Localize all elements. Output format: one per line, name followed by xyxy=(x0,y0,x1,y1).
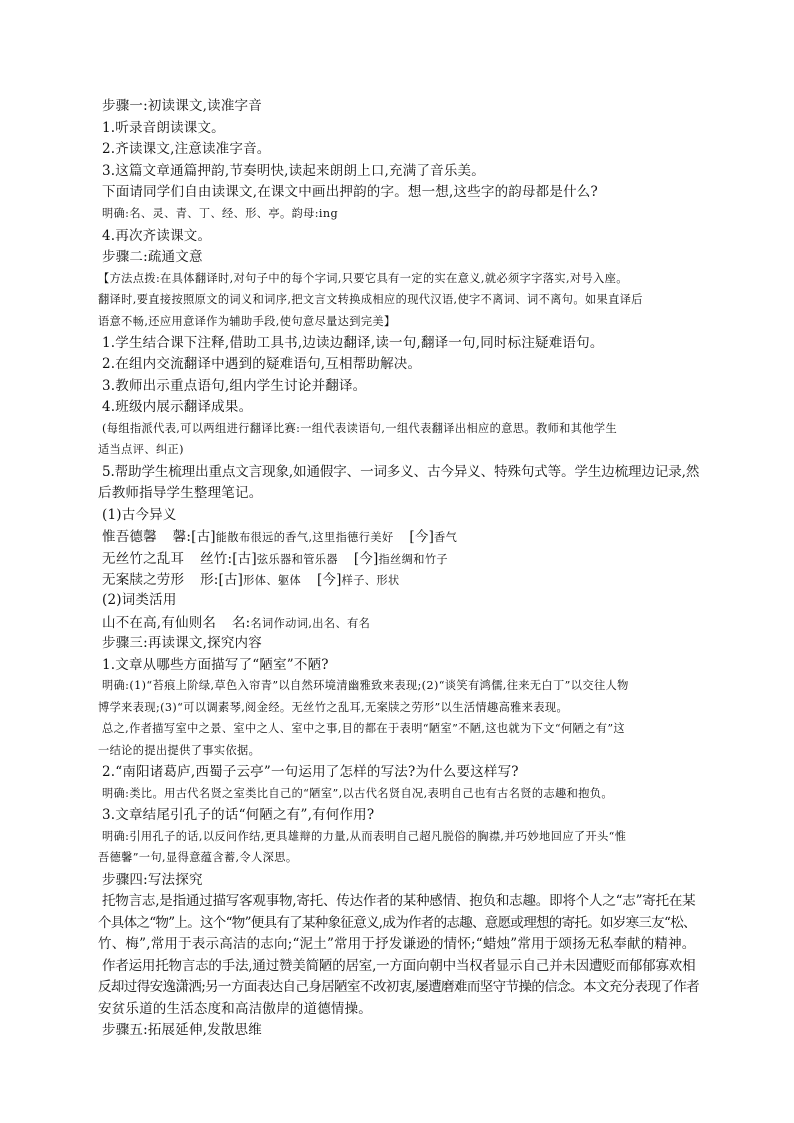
gujin-row-3-ancient: 形体、躯体 xyxy=(243,574,302,587)
gujin-row-2-word: 丝竹:[古] xyxy=(200,551,257,567)
step1-item-1: 1.听录音朗读课文。 xyxy=(102,120,225,136)
step2-item-3: 3.教师出示重点语句,组内学生讨论并翻译。 xyxy=(102,378,367,394)
step1-item-3: 3.这篇文章通篇押韵,节奏明快,读起来朗朗上口,充满了音乐美。 xyxy=(102,163,485,179)
cilei-desc: 名词作动词,出名、有名 xyxy=(250,617,371,630)
step3-question-2: 2.“南阳诸葛庐,西蜀子云亭”一句运用了怎样的写法?为什么要这样写? xyxy=(102,764,519,780)
step1-title: 步骤一:初读课文,读准字音 xyxy=(102,98,262,114)
gujin-row-3 xyxy=(102,569,698,591)
step1-item-4: 4.再次齐读课文。 xyxy=(102,228,212,244)
step3-question-1: 1.文章从哪些方面描写了“陋室”不陋? xyxy=(102,657,329,673)
cilei-word: 名: xyxy=(231,615,251,631)
step3-answer-2: 明确:类比。用古代名贤之室类比自己的“陋室”,以古代名贤自况,表明自己也有古名贤的志趣和抱负。 xyxy=(102,787,613,800)
step4-para-1-line-2: 个具体之“物”上。这个“物”便具有了某种象征意义,成为作者的志趣、意愿或理想的寄托。如岁寒三友“松、 xyxy=(98,915,696,931)
gujin-row-2-modern: 指丝绸和竹子 xyxy=(378,553,449,566)
step2-title: 步骤二:疏通文意 xyxy=(102,249,203,265)
step3-answer-1-line-2: 博学来表现;(3)“可以调素琴,阅金经。无丝竹之乱耳,无案牍之劳形”以生活情趣高雅来表现。 xyxy=(98,701,569,714)
gujin-row-3-modern-tag: [今] xyxy=(316,572,342,588)
gujin-row-1-ancient: 能散布很远的香气,这里指德行美好 xyxy=(215,531,394,544)
step2-item-1: 1.学生结合课下注释,借助工具书,边读边翻译,读一句,翻译一句,同时标注疑难语句。 xyxy=(102,335,604,351)
step4-para-2-line-3: 安贫乐道的生活态度和高洁傲岸的道德情操。 xyxy=(98,1001,372,1017)
gujin-row-2 xyxy=(102,548,698,570)
method-tip-line-1: 【方法点拨:在具体翻译时,对句子中的每个字词,只要它具有一定的实在意义,就必须字字落实,对号入座。 xyxy=(98,272,628,285)
step3-answer-1-line-4: 一结论的提出提供了事实依据。 xyxy=(98,744,261,757)
gujin-row-1-word: 馨:[古] xyxy=(172,529,216,545)
step2-note-line-2: 适当点评、纠正) xyxy=(98,443,184,456)
step4-title: 步骤四:写法探究 xyxy=(102,872,203,888)
gujin-row-2-ancient: 弦乐器和管乐器 xyxy=(256,553,338,566)
method-tip-line-3: 语意不畅,还应用意译作为辅助手段,使句意尽量达到完美】 xyxy=(98,315,396,328)
gujin-row-2-phrase: 无丝竹之乱耳 xyxy=(102,551,185,567)
gujin-row-1-phrase: 惟吾德馨 xyxy=(102,529,157,545)
step1-item-3-task: 下面请同学们自由读课文,在课文中画出押韵的字。想一想,这些字的韵母都是什么? xyxy=(102,184,598,200)
gujin-row-2-modern-tag: [今] xyxy=(353,551,379,567)
gujin-row-1 xyxy=(102,526,698,548)
step3-title: 步骤三:再读课文,探究内容 xyxy=(102,635,262,651)
step2-item-4: 4.班级内展示翻译成果。 xyxy=(102,399,253,415)
step2-note-line-1: (每组指派代表,可以两组进行翻译比赛:一组代表读语句,一组代表翻译出相应的意思。教师和其他学生 xyxy=(102,422,618,435)
cilei-phrase: 山不在高,有仙则名 xyxy=(102,615,217,631)
gujin-row-1-modern: 香气 xyxy=(434,531,458,544)
gujin-row-1-modern-tag: [今] xyxy=(409,529,435,545)
step3-answer-3-line-1: 明确:引用孔子的话,以反问作结,更具雄辩的力量,从而表明自己超凡脱俗的胸襟,并巧妙地回应了开头“惟 xyxy=(102,830,627,843)
cilei-row xyxy=(102,612,698,634)
step2-item-5-line-2: 后教师指导学生整理笔记。 xyxy=(98,485,263,501)
step1-item-2: 2.齐读课文,注意读准字音。 xyxy=(102,141,271,157)
step3-question-3: 3.文章结尾引孔子的话“何陋之有”,有何作用? xyxy=(102,807,375,823)
step2-item-5-line-1: 5.帮助学生梳理出重点文言现象,如通假字、一词多义、古今异义、特殊句式等。学生边梳理边记录,然 xyxy=(102,464,700,480)
step4-para-2-line-1: 作者运用托物言志的手法,通过赞美简陋的居室,一方面向朝中当权者显示自己并未因遭贬而郁郁寡欢相 xyxy=(102,958,696,974)
step1-answer: 明确:名、灵、青、丁、经、形、亭。韵母:ing xyxy=(102,207,339,220)
step4-para-1-line-3: 竹、梅”,常用于表示高洁的志向;“泥土”常用于抒发谦逊的情怀;“蜡烛”常用于颂扬无私奉献的精神。 xyxy=(98,936,696,952)
step3-answer-3-line-2: 吾德馨”一句,显得意蕴含蓄,令人深思。 xyxy=(98,851,298,864)
method-tip-line-2: 翻译时,要直接按照原文的词义和词序,把文言文转换成相应的现代汉语,使字不离词、词不离句。如果直译后 xyxy=(98,293,643,306)
cilei-huoyong-title: (2)词类活用 xyxy=(102,592,177,608)
step3-answer-1-line-3: 总之,作者描写室中之景、室中之人、室中之事,目的都在于表明“陋室”不陋,这也就为下文“何陋之有”这 xyxy=(102,722,626,735)
gujin-row-3-modern: 样子、形状 xyxy=(341,574,400,587)
step4-para-1-line-1: 托物言志,是指通过描写客观事物,寄托、传达作者的某种感情、抱负和志趣。即将个人之“志”寄托在某 xyxy=(102,893,696,909)
step3-answer-1-line-1: 明确:(1)“苔痕上阶绿,草色入帘青”以自然环境清幽雅致来表现;(2)“谈笑有鸿儒,往来无白丁”以交往人物 xyxy=(102,679,629,692)
gujin-row-3-word: 形:[古] xyxy=(200,572,244,588)
step2-item-2: 2.在组内交流翻译中遇到的疑难语句,互相帮助解决。 xyxy=(102,356,422,372)
step4-para-2-line-2: 反却过得安逸潇洒;另一方面表达自己身居陋室不改初衷,屡遭磨难而坚守节操的信念。本文充分表现了作者 xyxy=(98,979,700,995)
step5-title: 步骤五:拓展延伸,发散思维 xyxy=(102,1022,262,1038)
gujin-yiyi-title: (1)古今异义 xyxy=(102,507,177,523)
gujin-row-3-phrase: 无案牍之劳形 xyxy=(102,572,185,588)
